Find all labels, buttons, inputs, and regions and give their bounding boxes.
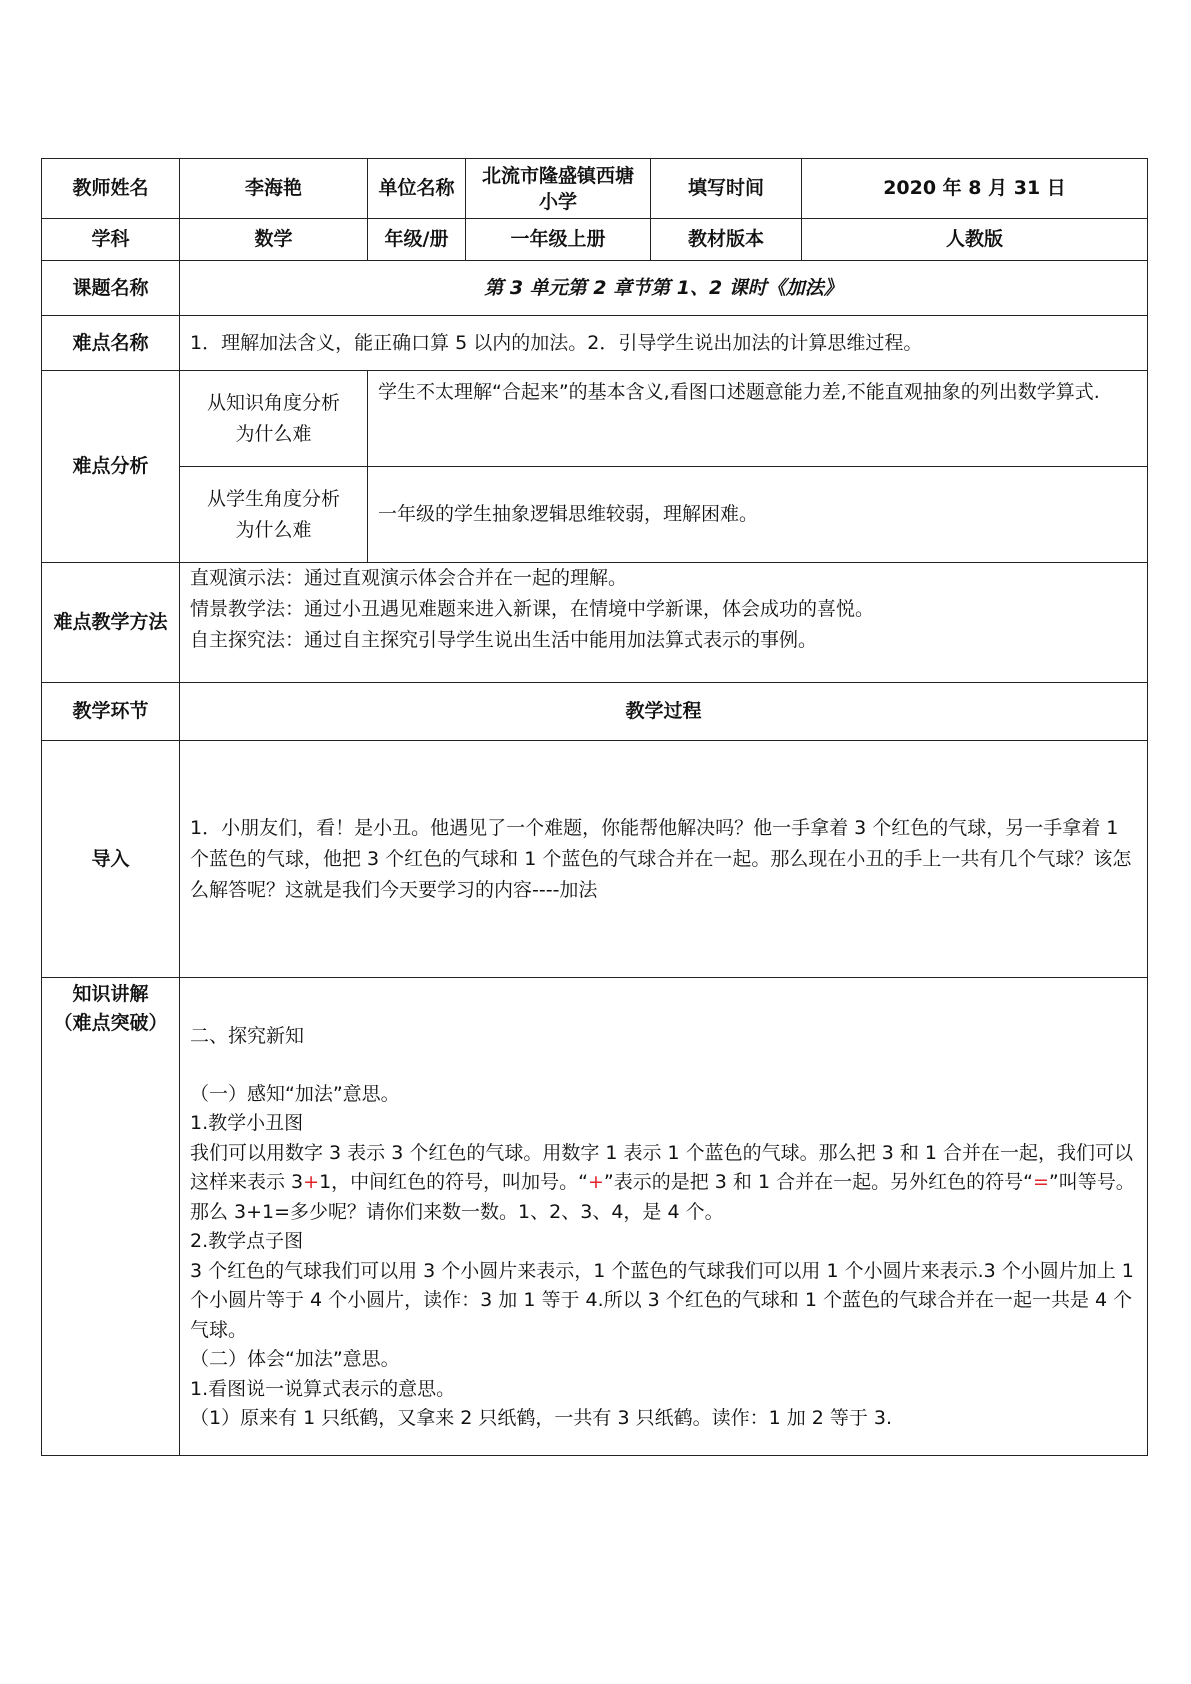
subsection-1: （一）感知“加法”意思。 [190,1082,400,1105]
grade-value: 一年级上册 [466,219,651,261]
subject-value: 数学 [180,219,368,261]
intro-text: 1．小朋友们，看！是小丑。他遇见了一个难题，你能帮他解决吗？他一手拿着 3 个红色的气球，另一手拿着 1 个蓝色的气球，他把 3 个红色的气球和 1 个蓝色的气球合并在一起。那么现在小丑的手上一共有几个气球？该怎么解答呢？这就是我们今天要学习的内容----加法 [180,741,1148,978]
spacer [190,1052,1137,1080]
paragraph-clown-b: 1，中间红色的符号，叫加号。“ [319,1171,588,1193]
unit-name-value: 北流市隆盛镇西塘小学 [466,159,651,219]
difficulty-value: 1．理解加法含义，能正确口算 5 以内的加法。2．引导学生说出加法的计算思维过程。 [180,316,1148,371]
difficulty-row [42,316,1148,371]
knowledge-content [180,978,1148,1456]
fill-date-label: 填写时间 [651,159,802,219]
method-line: 情景教学法：通过小丑遇见难题来进入新课，在情境中学新课，体会成功的喜悦。 [190,598,875,620]
unit-name-label: 单位名称 [368,159,466,219]
stage-header: 教学环节 [42,683,180,741]
topic-value [180,261,1148,316]
topic-row [42,261,1148,316]
process-header-row [42,683,1148,741]
intro-label: 导入 [42,741,180,978]
equals-sign: = [1032,1171,1049,1193]
process-header: 教学过程 [180,683,1148,741]
intro-row [42,741,1148,978]
lesson-plan-table [41,158,1148,1456]
plus-sign: + [588,1171,604,1193]
method-line: 自主探究法：通过自主探究引导学生说出生活中能用加法算式表示的事例。 [190,629,818,651]
knowledge-label-line2: （难点突破） [53,1012,168,1034]
method-line: 直观演示法：通过直观演示体会合并在一起的理解。 [190,567,628,589]
edition-label: 教材版本 [651,219,802,261]
student-angle-text: 一年级的学生抽象逻辑思维较弱，理解困难。 [368,467,1148,563]
methods-content [180,563,1148,683]
teacher-name-value: 李海艳 [180,159,368,219]
knowledge-angle-text: 学生不太理解“合起来”的基本含义,看图口述题意能力差,不能直观抽象的列出数学算式. [368,371,1148,467]
methods-row [42,563,1148,683]
item-dot-picture: 2.教学点子图 [190,1230,304,1252]
paragraph-clown-a: 我们可以用数字 3 表示 3 个红色的气球。用数字 1 表示 1 个蓝色的气球。那么把 3 和 1 合并在一起，我们可以这样来表示 3 [190,1141,1134,1193]
student-angle-label: 从学生角度分析为什么难 [180,467,368,563]
knowledge-row [42,978,1148,1456]
item-look-and-say: 1.看图说一说算式表示的意思。 [190,1377,456,1400]
paragraph-dots: 3 个红色的气球我们可以用 3 个小圆片来表示，1 个蓝色的气球我们可以用 1 个小圆片来表示.3 个小圆片加上 1 个小圆片等于 4 个小圆片，读作：3 加 1 等于 4.所以 3 个红色的气球和 1 个蓝色的气球合并在一起一共是 4 个气球。 [190,1259,1134,1341]
topic-label: 课题名称 [42,261,180,316]
paragraph-clown-c: ”表示的是把 3 和 1 合并在一起。另外红色的符号“ [603,1171,1033,1193]
header-row-1 [42,159,1148,219]
header-row-2 [42,219,1148,261]
section-title: 二、探究新知 [190,1025,305,1047]
grade-label: 年级/册 [368,219,466,261]
edition-value: 人教版 [802,219,1148,261]
teacher-name-label: 教师姓名 [42,159,180,219]
subject-label: 学科 [42,219,180,261]
paragraph-cranes: （1）原来有 1 只纸鹤，又拿来 2 只纸鹤，一共有 3 只纸鹤。读作：1 加 2 等于 3. [190,1407,893,1429]
fill-date-value: 2020 年 8 月 31 日 [802,159,1148,219]
knowledge-label-line1: 知识讲解 [72,983,149,1005]
analysis-row-student [42,467,1148,563]
analysis-label: 难点分析 [42,371,180,563]
difficulty-label: 难点名称 [42,316,180,371]
knowledge-label [42,978,180,1456]
methods-label: 难点教学方法 [42,563,180,683]
item-clown-picture: 1.教学小丑图 [190,1112,304,1134]
knowledge-angle-label: 从知识角度分析为什么难 [180,371,368,467]
analysis-row-knowledge [42,371,1148,467]
plus-sign: + [303,1171,320,1193]
paragraph-clown [190,1139,1137,1228]
topic-text: 第 3 单元第 2 章节第 1、2 课时《加法》 [484,276,843,299]
subsection-2: （二）体会“加法”意思。 [190,1348,400,1370]
paragraph-clown-d: ”叫等号。那么 3+1=多少呢？请你们来数一数。1、2、3、4，是 4 个。 [190,1171,1135,1223]
